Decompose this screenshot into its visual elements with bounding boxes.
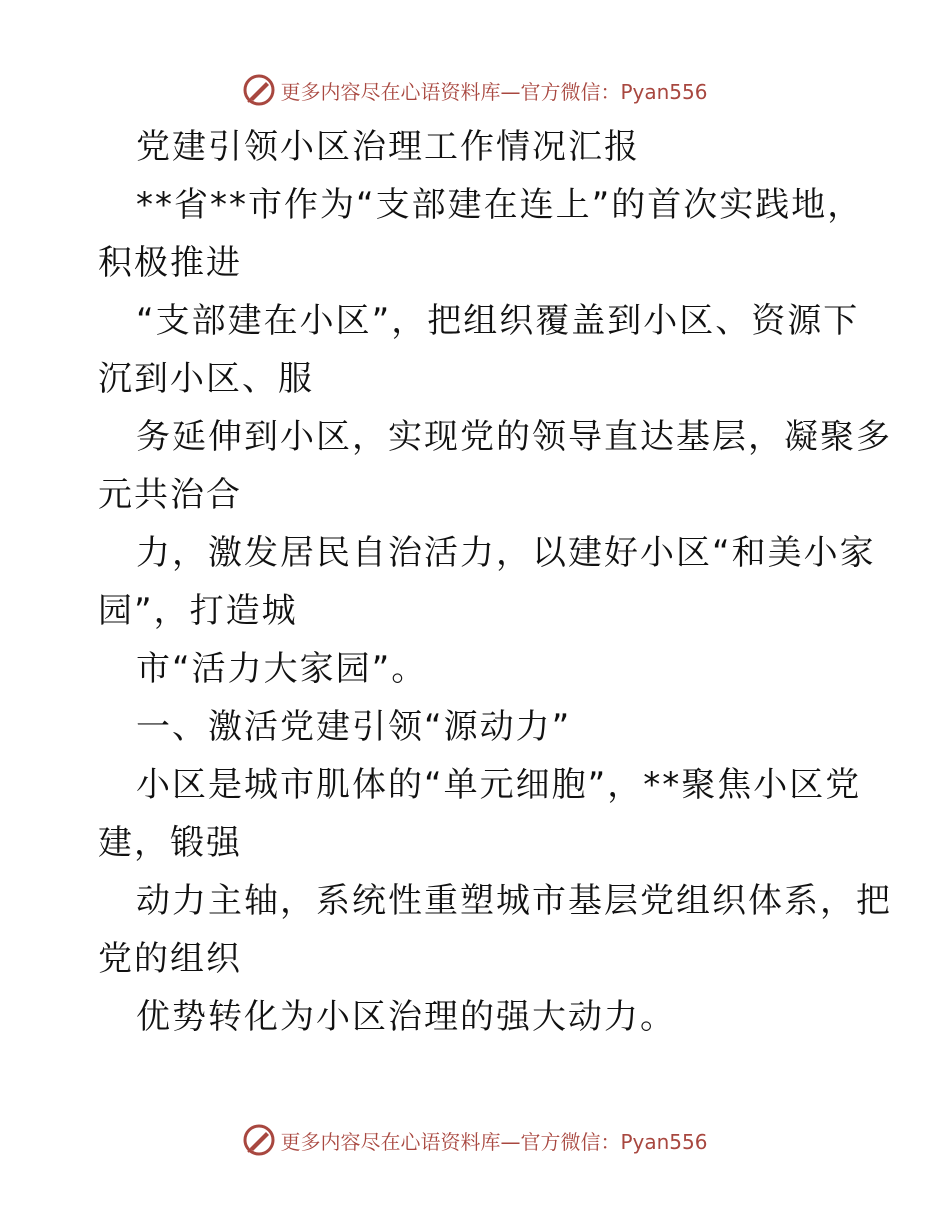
paragraph-line: 务延伸到小区，实现党的领导直达基层，凝聚多 <box>136 417 892 457</box>
paragraph-line: 力，激发居民自治活力，以建好小区“和美小家 <box>136 533 876 573</box>
header-watermark-banner <box>0 70 950 110</box>
quill-pen-logo-icon <box>242 73 276 107</box>
paragraph-line: 党的组织 <box>98 939 242 979</box>
footer-watermark-banner <box>0 1120 950 1160</box>
paragraph-line: “支部建在小区”，把组织覆盖到小区、资源下 <box>136 301 860 341</box>
paragraph-line: 小区是城市肌体的“单元细胞”，**聚焦小区党 <box>136 765 862 805</box>
paragraph-line: 优势转化为小区治理的强大动力。 <box>136 997 676 1037</box>
document-title: 党建引领小区治理工作情况汇报 <box>136 127 640 167</box>
document-body <box>98 118 892 1046</box>
paragraph-line: 元共治合 <box>98 475 242 515</box>
header-watermark-text: 更多内容尽在心语资料库—官方微信：Pyan556 <box>280 79 708 104</box>
paragraph-line: 建，锻强 <box>98 823 242 863</box>
paragraph-line: 积极推进 <box>98 243 242 283</box>
footer-watermark-text: 更多内容尽在心语资料库—官方微信：Pyan556 <box>280 1129 708 1154</box>
quill-pen-logo-icon <box>242 1123 276 1157</box>
paragraph-line: 动力主轴，系统性重塑城市基层党组织体系，把 <box>136 881 892 921</box>
section-heading: 一、激活党建引领“源动力” <box>136 707 572 747</box>
paragraph-line: 沉到小区、服 <box>98 359 314 399</box>
paragraph-line: 市“活力大家园”。 <box>136 649 428 689</box>
paragraph-line: **省**市作为“支部建在连上”的首次实践地， <box>136 185 864 225</box>
paragraph-line: 园”，打造城 <box>98 591 298 631</box>
